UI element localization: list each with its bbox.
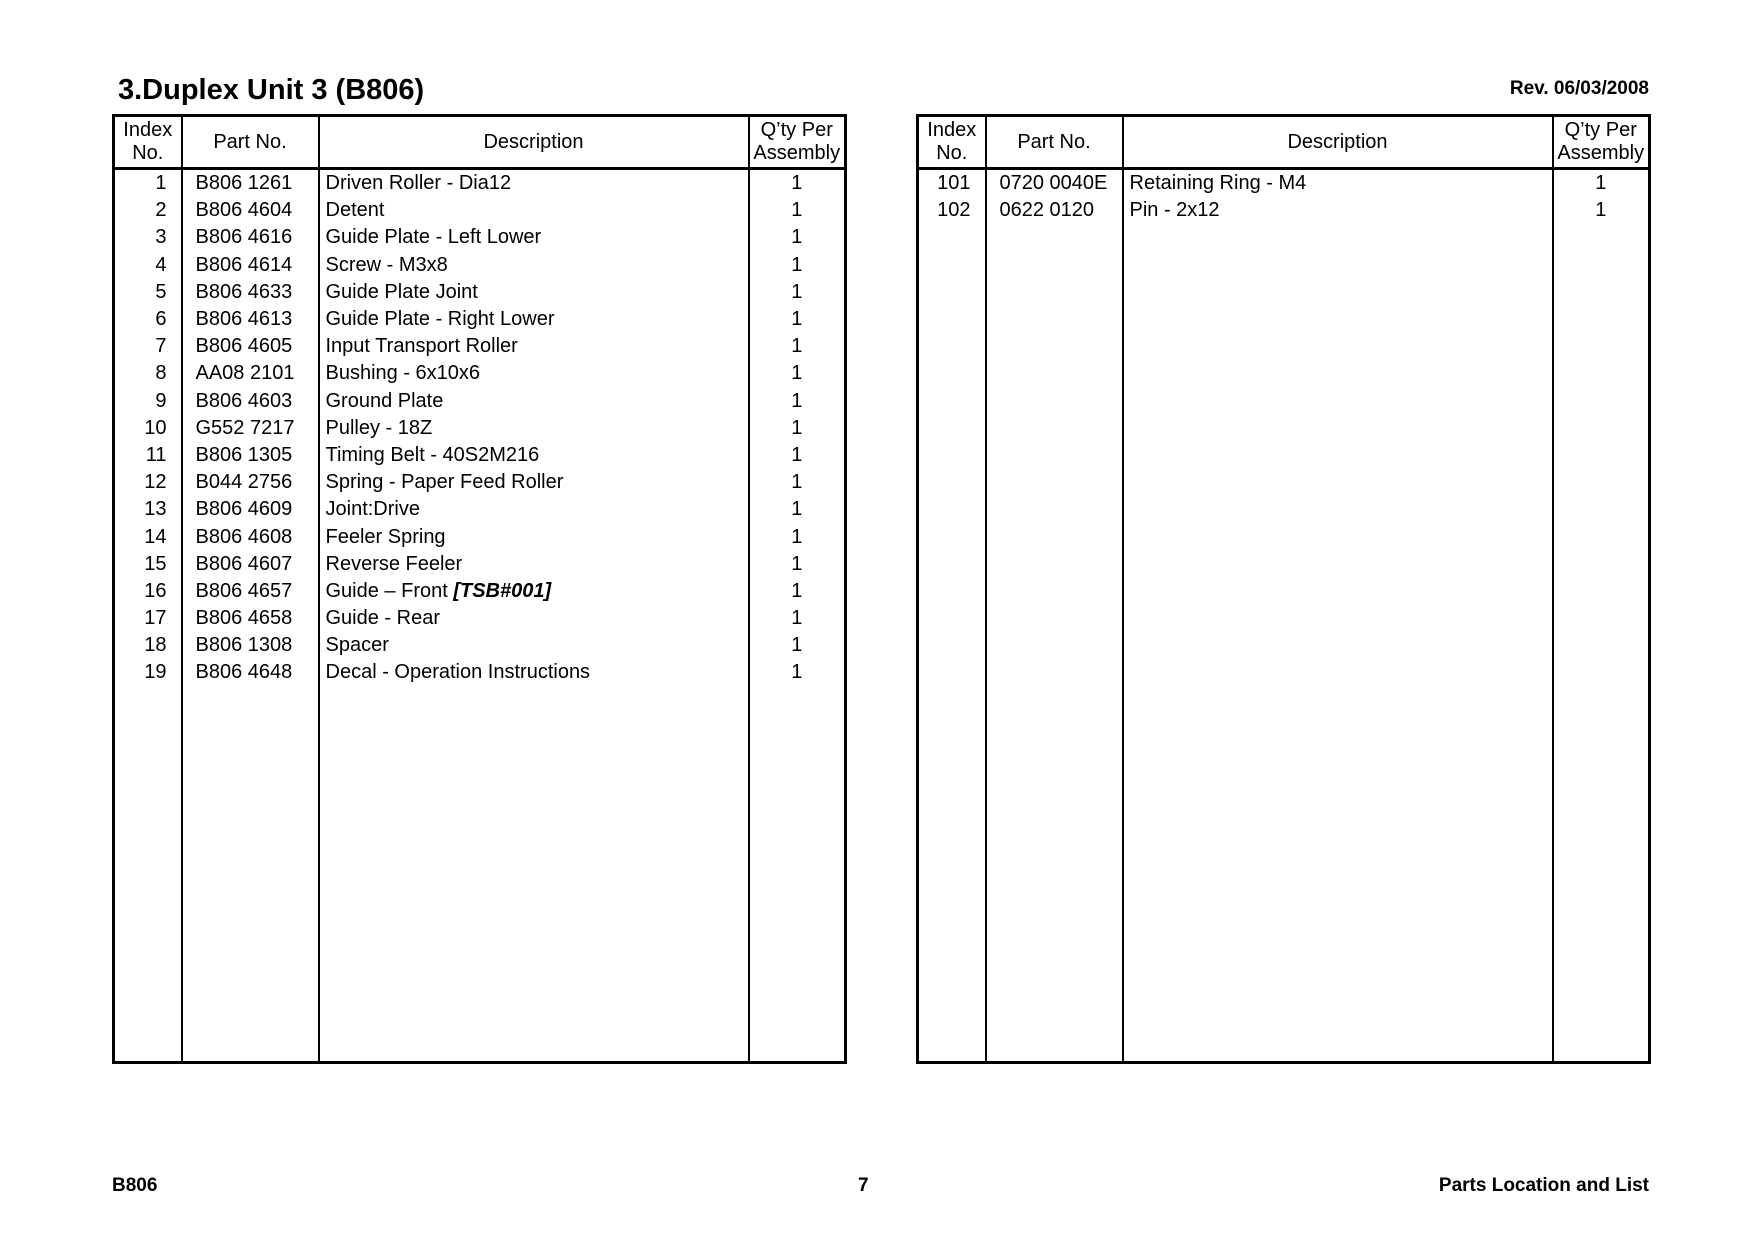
index-cell (114, 252, 182, 279)
table-row (114, 442, 846, 469)
qty-cell (749, 578, 846, 605)
index-cell-text: 17 (144, 607, 167, 630)
description-cell-text: Timing Belt - 40S2M216 (325, 443, 540, 466)
description-cell-text: Spacer (325, 634, 389, 657)
part-no-cell-text: B806 4613 (195, 308, 293, 331)
qty-cell (749, 224, 846, 251)
qty-cell-text: 1 (791, 199, 803, 222)
description-cell (319, 279, 749, 306)
part-no-cell-text: B806 4603 (195, 389, 293, 412)
part-no-cell-text: B806 1261 (195, 172, 293, 195)
qty-cell (749, 360, 846, 387)
table-row (114, 659, 846, 686)
index-cell (114, 169, 182, 198)
description-cell (319, 306, 749, 333)
footer-page-number: 7 (858, 1175, 869, 1196)
part-no-cell (182, 442, 319, 469)
qty-cell-text: 1 (791, 280, 803, 303)
qty-cell-text: 1 (791, 498, 803, 521)
index-cell-text: 13 (144, 498, 167, 521)
qty-cell (749, 442, 846, 469)
qty-cell-text: 1 (791, 389, 803, 412)
page-title: 3.Duplex Unit 3 (B806) (118, 74, 425, 106)
description-cell-text: Feeler Spring (325, 525, 446, 548)
part-no-cell-text: B806 4616 (195, 226, 293, 249)
description-cell-text: Guide - Rear (325, 607, 440, 630)
parts-table-left (112, 114, 847, 1064)
table-row (114, 523, 846, 550)
part-no-cell (182, 279, 319, 306)
footer-section: Parts Location and List (1438, 1175, 1649, 1196)
parts-table-right (916, 114, 1651, 1064)
index-cell-text: 2 (155, 199, 167, 222)
index-cell (114, 469, 182, 496)
table-row (114, 306, 846, 333)
qty-header-line2: Assembly (753, 142, 841, 164)
table-row (114, 578, 846, 605)
qty-cell-text: 1 (791, 335, 803, 358)
qty-cell-text: 1 (791, 634, 803, 657)
qty-cell (749, 632, 846, 659)
part-no-cell (182, 632, 319, 659)
description-cell (1123, 197, 1553, 224)
table-header-row (114, 116, 846, 169)
index-header-line1: Index (123, 119, 173, 141)
tsb-reference: [TSB#001] (453, 579, 552, 602)
description-cell-text: Guide Plate - Left Lower (325, 226, 542, 249)
index-cell (114, 279, 182, 306)
description-cell-text: Retaining Ring - M4 (1129, 172, 1307, 195)
table-row (114, 279, 846, 306)
description-column-header: Description (1123, 116, 1553, 169)
description-cell-text: Guide – Front (325, 579, 454, 602)
part-no-cell-text: G552 7217 (195, 416, 295, 439)
description-cell (319, 415, 749, 442)
index-cell (114, 496, 182, 523)
qty-header-line1: Q’ty Per (760, 119, 833, 141)
description-cell (319, 224, 749, 251)
index-cell (114, 551, 182, 578)
part-no-cell (182, 224, 319, 251)
index-cell (114, 442, 182, 469)
qty-cell-text: 1 (791, 579, 803, 602)
index-cell-text: 6 (155, 308, 167, 331)
description-column-header: Description (319, 116, 749, 169)
part-no-cell-text: B806 1308 (195, 634, 293, 657)
description-cell-text: Pulley - 18Z (325, 416, 433, 439)
description-cell (319, 388, 749, 415)
parts-table-left-body (114, 169, 846, 1063)
parts-table-right-body (918, 169, 1650, 1063)
part-no-cell (182, 605, 319, 632)
part-no-cell-text: AA08 2101 (195, 362, 295, 385)
qty-cell-text: 1 (791, 172, 803, 195)
part-no-cell (182, 169, 319, 198)
part-no-cell-text: B806 4614 (195, 253, 293, 276)
qty-cell (749, 333, 846, 360)
table-row (114, 197, 846, 224)
part-no-cell (182, 659, 319, 686)
part-no-column-header: Part No. (182, 116, 319, 169)
empty-cell (918, 224, 986, 1062)
description-cell-text: Screw - M3x8 (325, 253, 448, 276)
table-row (114, 632, 846, 659)
part-no-cell-text: B806 4605 (195, 335, 293, 358)
index-cell (114, 388, 182, 415)
part-no-cell (182, 578, 319, 605)
description-cell-text: Joint:Drive (325, 498, 420, 521)
description-cell-text: Decal - Operation Instructions (325, 661, 591, 684)
description-cell (319, 197, 749, 224)
index-cell-text: 18 (144, 634, 167, 657)
empty-filler-row (114, 687, 846, 1063)
part-no-cell-text: 0622 0120 (999, 199, 1095, 222)
description-cell (319, 469, 749, 496)
description-cell-text: Guide Plate - Right Lower (325, 308, 555, 331)
table-row (114, 496, 846, 523)
empty-cell (1553, 224, 1650, 1062)
part-no-cell-text: B044 2756 (195, 471, 293, 494)
description-cell (319, 360, 749, 387)
index-cell-text: 8 (155, 362, 167, 385)
description-cell-text: Input Transport Roller (325, 335, 518, 358)
qty-cell-text: 1 (791, 607, 803, 630)
description-cell-text: Guide Plate Joint (325, 280, 478, 303)
part-no-cell-text: B806 4657 (195, 579, 293, 602)
index-cell-text: 5 (155, 280, 167, 303)
description-cell (319, 659, 749, 686)
part-no-cell-text: B806 4658 (195, 607, 293, 630)
index-cell (114, 605, 182, 632)
part-no-cell (182, 415, 319, 442)
empty-cell (749, 687, 846, 1063)
qty-cell-text: 1 (791, 525, 803, 548)
description-cell-text: Bushing - 6x10x6 (325, 362, 481, 385)
description-cell (1123, 169, 1553, 198)
description-cell (319, 442, 749, 469)
description-cell-text: Detent (325, 199, 385, 222)
revision-date: Rev. 06/03/2008 (1509, 78, 1649, 99)
empty-cell (182, 687, 319, 1063)
table-row (114, 224, 846, 251)
qty-cell (749, 523, 846, 550)
qty-cell-text: 1 (791, 661, 803, 684)
part-no-cell (182, 469, 319, 496)
qty-column-header (1553, 116, 1650, 169)
qty-cell-text: 1 (791, 253, 803, 276)
table-row (918, 197, 1650, 224)
qty-cell (749, 169, 846, 198)
description-cell (319, 252, 749, 279)
empty-filler-row (918, 224, 1650, 1062)
qty-cell (749, 605, 846, 632)
table-row (114, 169, 846, 198)
part-no-cell (182, 306, 319, 333)
index-column-header (114, 116, 182, 169)
part-no-cell (182, 388, 319, 415)
qty-cell (1553, 197, 1650, 224)
index-cell (114, 523, 182, 550)
index-cell-text: 1 (155, 172, 167, 195)
part-no-cell-text: B806 4633 (195, 280, 293, 303)
description-cell (319, 333, 749, 360)
qty-cell (749, 551, 846, 578)
footer-model: B806 (112, 1175, 158, 1196)
table-row (114, 333, 846, 360)
empty-cell (114, 687, 182, 1063)
qty-cell (749, 197, 846, 224)
empty-cell (1123, 224, 1553, 1062)
qty-cell-text: 1 (1595, 199, 1607, 222)
index-cell-text: 19 (144, 661, 167, 684)
qty-cell-text: 1 (791, 308, 803, 331)
qty-column-header (749, 116, 846, 169)
index-cell-text: 3 (155, 226, 167, 249)
part-no-cell-text: B806 1305 (195, 443, 293, 466)
index-cell-text: 12 (144, 471, 167, 494)
index-header-line2: No. (132, 142, 164, 164)
description-cell-text: Driven Roller - Dia12 (325, 172, 512, 195)
table-row (114, 551, 846, 578)
index-cell-text: 101 (937, 172, 971, 195)
index-cell (114, 306, 182, 333)
table-row (918, 169, 1650, 198)
part-no-cell (986, 169, 1123, 198)
description-cell (319, 632, 749, 659)
index-cell-text: 16 (144, 579, 167, 602)
qty-cell-text: 1 (791, 226, 803, 249)
index-cell (918, 197, 986, 224)
part-no-cell (182, 523, 319, 550)
index-cell-text: 15 (144, 552, 167, 575)
qty-cell (749, 469, 846, 496)
index-cell-text: 10 (144, 416, 167, 439)
qty-cell (749, 252, 846, 279)
index-cell (114, 632, 182, 659)
description-cell (319, 523, 749, 550)
index-cell-text: 7 (155, 335, 167, 358)
index-cell (114, 360, 182, 387)
part-no-cell-text: B806 4607 (195, 552, 293, 575)
part-no-cell (182, 360, 319, 387)
empty-cell (319, 687, 749, 1063)
part-no-cell-text: B806 4604 (195, 199, 293, 222)
part-no-cell-text: B806 4609 (195, 498, 293, 521)
index-cell (114, 659, 182, 686)
index-cell (114, 333, 182, 360)
index-cell-text: 14 (144, 525, 167, 548)
description-cell (319, 169, 749, 198)
qty-cell (749, 415, 846, 442)
qty-cell (749, 496, 846, 523)
qty-cell-text: 1 (791, 552, 803, 575)
description-cell-text: Spring - Paper Feed Roller (325, 471, 564, 494)
part-no-cell-text: B806 4608 (195, 525, 293, 548)
description-cell-text: Ground Plate (325, 389, 444, 412)
index-cell (114, 224, 182, 251)
index-cell (114, 197, 182, 224)
index-column-header (918, 116, 986, 169)
qty-cell (749, 279, 846, 306)
part-no-cell (182, 496, 319, 523)
index-cell-text: 11 (145, 443, 167, 466)
index-cell-text: 4 (155, 253, 167, 276)
description-cell (319, 605, 749, 632)
index-cell (918, 169, 986, 198)
part-no-cell (182, 197, 319, 224)
qty-header-line2: Assembly (1557, 142, 1645, 164)
index-cell (114, 578, 182, 605)
qty-cell (1553, 169, 1650, 198)
description-cell (319, 551, 749, 578)
part-no-cell-text: 0720 0040E (999, 172, 1108, 195)
qty-cell-text: 1 (1595, 172, 1607, 195)
part-no-cell (182, 252, 319, 279)
qty-cell (749, 388, 846, 415)
table-row (114, 360, 846, 387)
description-cell-text: Reverse Feeler (325, 552, 463, 575)
part-no-cell (182, 551, 319, 578)
index-header-line2: No. (936, 142, 968, 164)
qty-cell (749, 659, 846, 686)
qty-cell (749, 306, 846, 333)
part-no-cell-text: B806 4648 (195, 661, 293, 684)
table-row (114, 388, 846, 415)
index-cell-text: 9 (155, 389, 167, 412)
qty-cell-text: 1 (791, 443, 803, 466)
table-header-row (918, 116, 1650, 169)
description-cell (319, 578, 749, 605)
part-no-column-header: Part No. (986, 116, 1123, 169)
description-cell-text: Pin - 2x12 (1129, 199, 1220, 222)
part-no-cell (986, 197, 1123, 224)
qty-cell-text: 1 (791, 362, 803, 385)
qty-header-line1: Q’ty Per (1564, 119, 1637, 141)
table-row (114, 252, 846, 279)
empty-cell (986, 224, 1123, 1062)
index-cell-text: 102 (937, 199, 971, 222)
part-no-cell (182, 333, 319, 360)
index-header-line1: Index (927, 119, 977, 141)
qty-cell-text: 1 (791, 416, 803, 439)
table-row (114, 469, 846, 496)
table-row (114, 605, 846, 632)
table-row (114, 415, 846, 442)
qty-cell-text: 1 (791, 471, 803, 494)
description-cell (319, 496, 749, 523)
index-cell (114, 415, 182, 442)
